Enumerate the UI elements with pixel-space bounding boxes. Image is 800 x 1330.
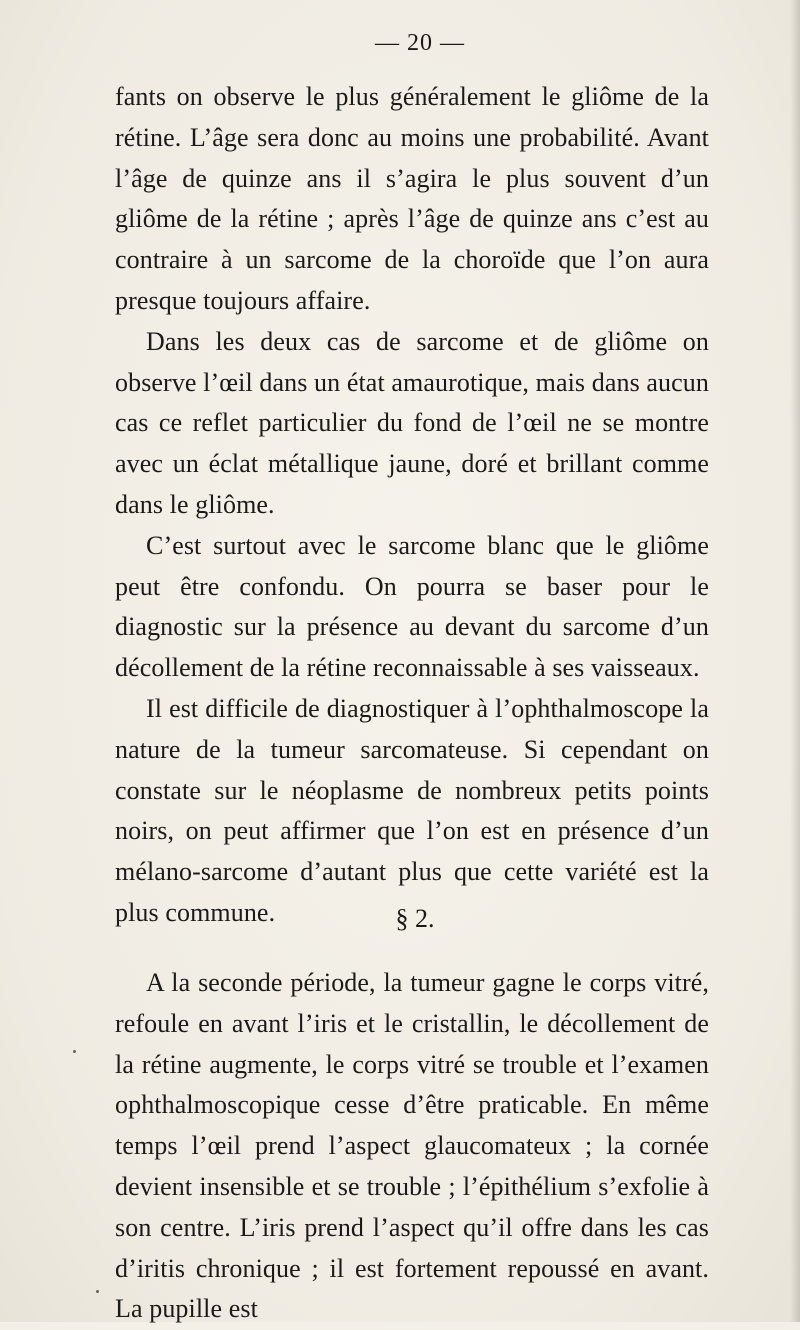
paragraph: Dans les deux cas de sarcome et de gliôme on observe l’œil dans un état amaurotique, mais dans aucun cas ce reflet particulier du fond de l’œil ne se montre avec un éclat métallique jaune, doré et brillant comme dans le gliôme. <box>115 326 709 519</box>
body-text-upper <box>115 77 709 934</box>
body-text-lower <box>115 963 709 1330</box>
section-heading: § 2. <box>395 904 435 933</box>
paragraph-continuation: fants on observe le plus généralement le gliôme de la rétine. L’âge sera donc au moins une probabilité. Avant l’âge de quinze ans il s’agira le plus souvent d’un gliôme de la rétine ; après l’âge de quinze ans c’est au contraire à un sarcome de la choroïde que l’on aura presque toujours affaire. <box>115 82 709 315</box>
margin-speck <box>73 1050 76 1053</box>
margin-speck <box>96 1290 99 1293</box>
scan-edge-shadow <box>790 0 800 1322</box>
page-number: — 20 — <box>375 30 465 56</box>
paragraph: Il est difficile de diagnostiquer à l’ophthalmoscope la nature de la tumeur sarcomateuse. Si cependant on constate sur le néoplasme de nombreux petits points noirs, on peut affirmer que l’on est en présence d’un mélano-sarcome d’autant plus que cette variété est la plus commune. <box>115 693 709 927</box>
paragraph: A la seconde période, la tumeur gagne le corps vitré, refoule en avant l’iris et le cristallin, le décollement de la rétine augmente, le corps vitré se trouble et l’examen ophthalmoscopique cesse d’être praticable. En même temps l’œil prend l’aspect glaucomateux ; la cornée devient insensible et se trouble ; l’épithélium s’exfolie à son centre. L’iris prend l’aspect qu’il offre dans les cas d’iritis chronique ; il est fortement repoussé en avant. La pupille est <box>115 968 709 1324</box>
paragraph: C’est surtout avec le sarcome blanc que le gliôme peut être confondu. On pourra se baser pour le diagnostic sur la présence au devant du sarcome d’un décollement de la rétine reconnaissable à ses vaisseaux. <box>115 530 709 683</box>
